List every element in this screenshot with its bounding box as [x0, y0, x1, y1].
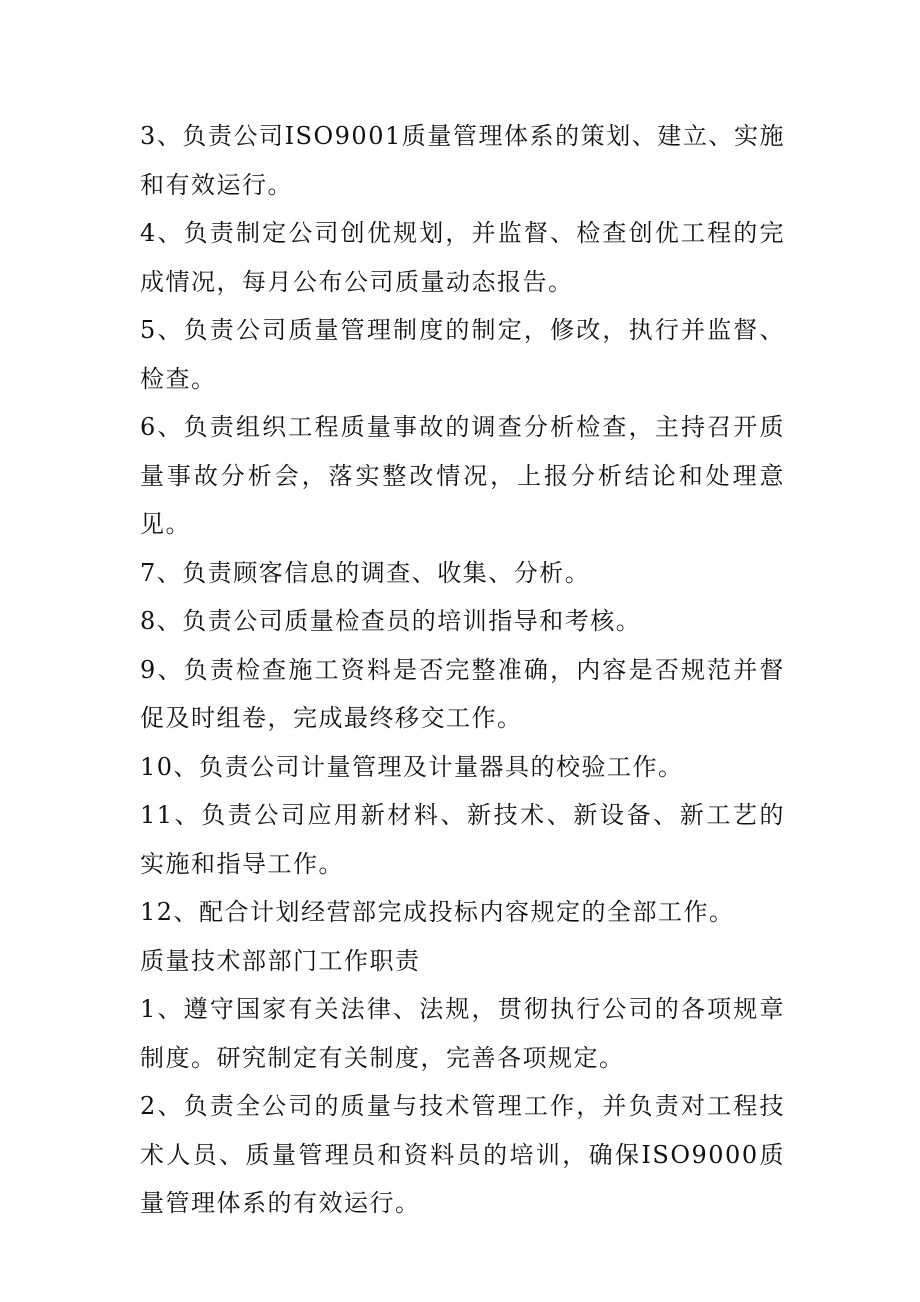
paragraph-item-3: 3、负责公司ISO9001质量管理体系的策划、建立、实施和有效运行。: [140, 122, 785, 199]
paragraph-item-6: 6、负责组织工程质量事故的调查分析检查，主持召开质量事故分析会，落实整改情况，上报分析结论和处理意见。: [140, 413, 785, 538]
section-heading: 质量技术部部门工作职责: [140, 946, 421, 975]
paragraph-section-item-1: 1、遵守国家有关法律、法规，贯彻执行公司的各项规章制度。研究制定有关制度，完善各项规定。: [140, 995, 785, 1072]
paragraph-item-5: 5、负责公司质量管理制度的制定，修改，执行并监督、检查。: [140, 316, 785, 393]
paragraph-item-12: 12、配合计划经营部完成投标内容规定的全部工作。: [140, 898, 735, 926]
paragraph-item-8: 8、负责公司质量检查员的培训指导和考核。: [140, 607, 642, 635]
paragraph-item-10: 10、负责公司计量管理及计量器具的校验工作。: [140, 752, 684, 781]
paragraph-item-9: 9、负责检查施工资料是否完整准确，内容是否规范并督促及时组卷，完成最终移交工作。: [140, 655, 785, 732]
document-body: [140, 112, 785, 1228]
paragraph-item-4: 4、负责制定公司创优规划，并监督、检查创优工程的完成情况，每月公布公司质量动态报告。: [140, 219, 785, 296]
paragraph-section-item-2: 2、负责全公司的质量与技术管理工作，并负责对工程技术人员、质量管理员和资料员的培训，确保ISO9000质量管理体系的有效运行。: [140, 1092, 785, 1217]
paragraph-item-7: 7、负责顾客信息的调查、收集、分析。: [140, 558, 591, 587]
paragraph-item-11: 11、负责公司应用新材料、新技术、新设备、新工艺的实施和指导工作。: [140, 801, 785, 878]
